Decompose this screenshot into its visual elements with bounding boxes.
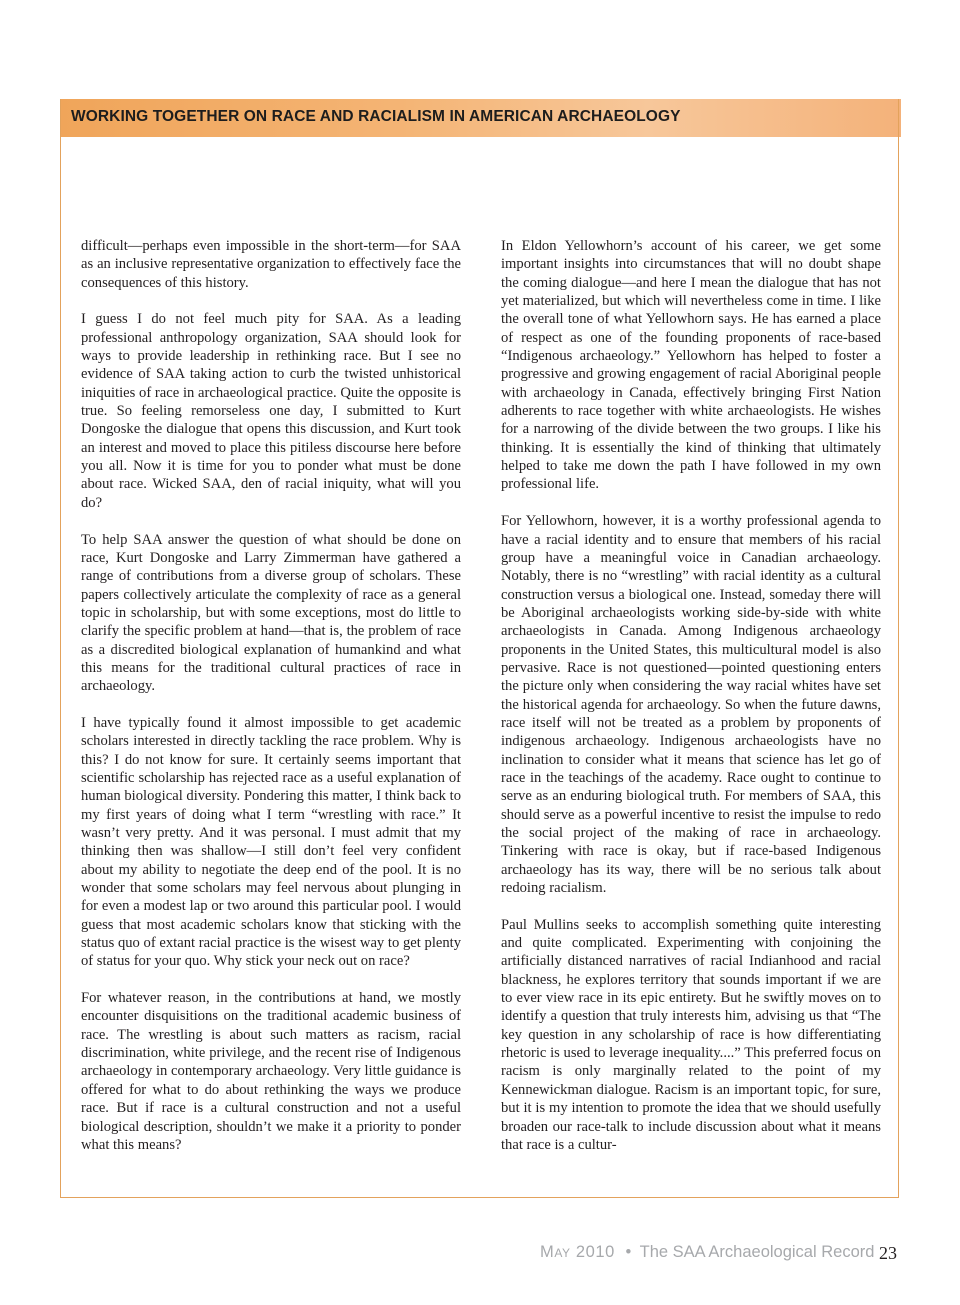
paragraph: Paul Mullins seeks to accomplish something quite interesting and quite complicated. Experimenting with conjoining the artificially distanced narratives of racial Indianhood and racial blackness, he explores territory that sounds important if we are to ever view race in its epic entirety. But he swiftly moves on to identify a question that truly interests him, advising us that “The key question in any scholarship of race is how differentiating rhetoric is used to leverage inequality....” This preferred focus on racism is only marginally related to the point of my Kennewickman dialogue. Racism is an important topic, for sure, but it is my intention to promote the idea that we should usefully broaden our race-talk to include discussion about what it means that race is a cultur- [501,916,881,1153]
paragraph: I have typically found it almost impossible to get academic scholars interested in directly tackling the race problem. Why is this? I do not know for sure. It certainly seems important that scientific scholarship has rejected race as a useful explanation of human biological diversity. Pondering this matter, I think back to my first years of doing what I term “wrestling with race.” It wasn’t very pretty. And it was personal. I must admit that my thinking then was shallow—I still don’t feel very confident about my ability to negotiate the deep end of the pool. It is no wonder that some scholars may feel nervous about plunging in for even a modest lap or two around this particular pool. I would guess that most academic scholars know that sticking with the status quo of extant racial practice is the wisest way to get plenty of status for your quo. Why stick your neck out on race? [81,714,461,970]
right-column [501,237,881,1173]
paragraph: To help SAA answer the question of what should be done on race, Kurt Dongoske and Larry Zimmerman have gathered a range of contributions from a diverse group of scholars. These papers collectively articulate the complexity of race as a general topic in scholarship, but with some exceptions, most do little to clarify the specific problem at hand—that is, the problem of race as a discredited biological explanation of humankind and what this means for the traditional cultural practices of race in archaeology. [81,531,461,695]
paragraph: difficult—perhaps even impossible in the short-term—for SAA as an inclusive representative organization to effectively face the consequences of this history. [81,238,461,291]
publication-name: The SAA Archaeological Record [639,1243,875,1261]
issue-date: May 2010 [540,1243,615,1261]
running-footer [540,1243,874,1262]
paragraph: In Eldon Yellowhorn’s account of his career, we get some important insights into circumstances that will no doubt shape the coming dialogue—and here I mean the dialogue that has not yet materialized, but which will nevertheless come in time. I like the overall tone of what Yellowhorn says. He has earned a place of respect as one of the founding proponents of race-based “Indigenous archaeology.” Yellowhorn has helped to foster a progressive and growing engagement of racial Aboriginal people with archaeology in Canada, effectively bringing First Nation adherents to race together with white archaeologists. He wishes for a narrowing of the divide between the two groups. I like his thinking. It is essentially the kind of thinking that ultimately helped to take me down the path I have followed in my own professional life. [501,238,881,493]
page-number: 23 [879,1243,897,1263]
section-title: WORKING TOGETHER ON RACE AND RACIALISM IN AMERICAN ARCHAEOLOGY [71,108,681,125]
paragraph: For whatever reason, in the contributions at hand, we mostly encounter disquisitions on the traditional academic business of race. The wrestling is about such matters as racism, racial discrimination, white privilege, and the recent rise of Indigenous archaeology in contemporary archaeology. Very little guidance is offered for what to do about rethinking the ways we produce race. But if race is a cultural construction and not a useful biological description, shouldn’t we make it a priority to ponder what this means? [81,990,461,1153]
left-column [81,237,461,1173]
paragraph: For Yellowhorn, however, it is a worthy professional agenda to have a racial identity and to ensure that members of his racial group have a meaningful voice in Canadian archaeology. Notably, there is no “wrestling” with racial identity as a cultural construction versus a biological one. Instead, someday there will be Aboriginal archaeologists working side-by-side with white archaeologists in Canada. Among Indigenous archaeology proponents in the United States, this multicultural model is also pervasive. Race is not questioned—pointed questioning enters the picture only when considering the way racial whites have set the historical agenda for archaeology. So when the future dawns, race itself will not be treated as a problem by proponents of indigenous archaeology. Indigenous archaeologists have no inclination to consider what it means that science has let go of race in the teachings of the academy. Race ought to continue to serve as an enduring biological truth. For members of SAA, this should serve as a powerful incentive to resist the impulse to redo the social project of the making of race in archaeology. Tinkering with race is okay, but if race-based Indigenous archaeology has its way, there will be no serious talk about redoing racialism. [501,513,881,897]
paragraph: I guess I do not feel much pity for SAA. As a leading professional anthropology organization, SAA should look for ways to provide leadership in rethinking race. But I see no evidence of SAA taking action to curb the twisted unhistorical iniquities of race in archaeological practice. Quite the opposite is true. So feeling remorseless one day, I submitted to Kurt Dongoske the dialogue that opens this discussion, and Kurt took an interest and moved to place this pitiless discourse here before you all. Now it is time for you to ponder what must be done about race. Wicked SAA, den of racial iniquity, what will you do? [81,311,461,511]
footer-separator: • [625,1243,632,1261]
